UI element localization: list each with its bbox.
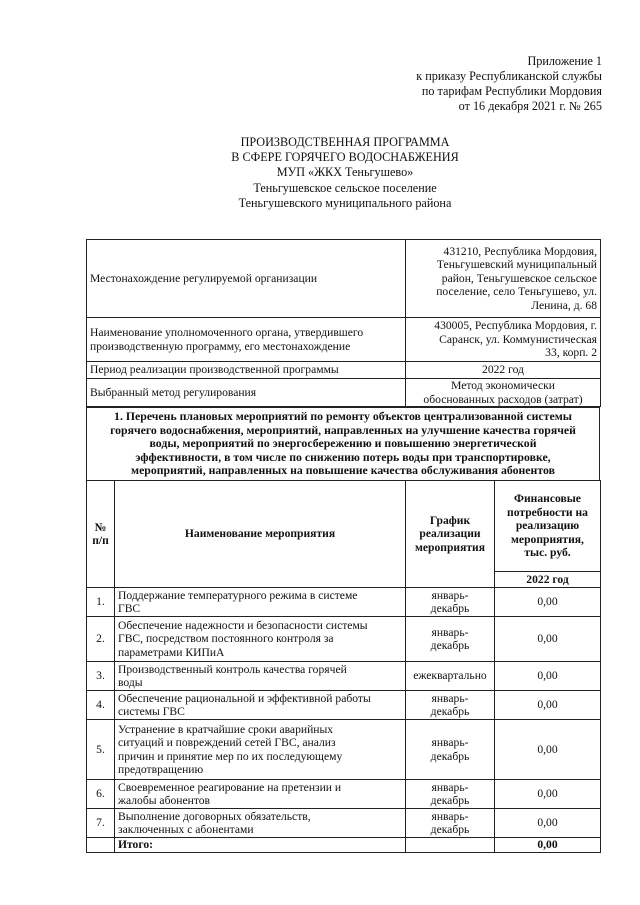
row-num: 5. xyxy=(87,720,115,780)
row-schedule: январь- декабрь xyxy=(406,809,495,838)
total-num-cell xyxy=(87,838,115,853)
row-schedule: январь- декабрь xyxy=(406,617,495,662)
table-row xyxy=(87,617,601,662)
row-num: 6. xyxy=(87,780,115,809)
appendix-header xyxy=(282,54,602,114)
appendix-line: Приложение 1 xyxy=(527,54,602,68)
header-year: 2022 год xyxy=(495,572,601,588)
row-name: Своевременное реагирование на претензии и жалобы абонентов xyxy=(115,780,406,809)
events-table xyxy=(86,480,601,853)
row-amount: 0,00 xyxy=(495,809,601,838)
row-name: Выполнение договорных обязательств, заключенных с абонентами xyxy=(115,809,406,838)
table-row xyxy=(87,662,601,691)
appendix-line: по тарифам Республики Мордовия xyxy=(421,84,602,98)
events-header-row xyxy=(87,481,601,572)
authority-label: Наименование уполномоченного органа, утвердившего производственную программу, его местонахождение xyxy=(87,318,406,362)
title-line: Теньгушевское сельское поселение xyxy=(253,180,437,195)
total-schedule-cell xyxy=(406,838,495,853)
row-name: Обеспечение надежности и безопасности системы ГВС, посредством постоянного контроля за параметрами КИПиА xyxy=(115,617,406,662)
row-name: Поддержание температурного режима в системе ГВС xyxy=(115,588,406,617)
title-line: МУП «ЖКХ Теньгушево» xyxy=(276,165,414,180)
appendix-line: к приказу Республиканской службы xyxy=(416,69,602,83)
row-num: 4. xyxy=(87,691,115,720)
row-num: 3. xyxy=(87,662,115,691)
authority-value: 430005, Республика Мордовия, г. Саранск, ул. Коммунистическая 33, корп. 2 xyxy=(406,318,601,362)
row-num: 2. xyxy=(87,617,115,662)
method-label: Выбранный метод регулирования xyxy=(87,379,406,407)
total-row xyxy=(87,838,601,853)
table-row xyxy=(87,691,601,720)
row-amount: 0,00 xyxy=(495,617,601,662)
header-name: Наименование мероприятия xyxy=(115,481,406,588)
row-num: 1. xyxy=(87,588,115,617)
row-amount: 0,00 xyxy=(495,780,601,809)
row-name: Обеспечение рациональной и эффективной работы системы ГВС xyxy=(115,691,406,720)
document-title xyxy=(0,135,640,211)
row-schedule: январь- декабрь xyxy=(406,780,495,809)
section-1-heading-table xyxy=(86,407,600,481)
header-finance: Финансовые потребности на реализацию мероприятия, тыс. руб. xyxy=(495,481,601,572)
row-num: 7. xyxy=(87,809,115,838)
info-row-location xyxy=(87,240,601,318)
location-value: 431210, Республика Мордовия, Теньгушевский муниципальный район, Теньгушевское сельское поселение, село Теньгушево, ул. Ленина, д. 68 xyxy=(406,240,601,318)
location-label: Местонахождение регулируемой организации xyxy=(87,240,406,318)
row-name: Устранение в кратчайшие сроки аварийных ситуаций и повреждений сетей ГВС, анализ причин и принятие мер по их последующему предотвращению xyxy=(115,720,406,780)
period-value: 2022 год xyxy=(406,362,601,379)
header-num: № п/п xyxy=(87,481,115,588)
title-line: В СФЕРЕ ГОРЯЧЕГО ВОДОСНАБЖЕНИЯ xyxy=(231,150,459,165)
info-row-method xyxy=(87,379,601,407)
period-label: Период реализации производственной программы xyxy=(87,362,406,379)
row-schedule: ежеквартально xyxy=(406,662,495,691)
row-amount: 0,00 xyxy=(495,691,601,720)
row-schedule: январь- декабрь xyxy=(406,720,495,780)
title-line: ПРОИЗВОДСТВЕННАЯ ПРОГРАММА xyxy=(240,135,450,149)
header-schedule: График реализации мероприятия xyxy=(406,481,495,588)
total-label: Итого: xyxy=(115,838,406,853)
row-schedule: январь- декабрь xyxy=(406,588,495,617)
row-amount: 0,00 xyxy=(495,662,601,691)
info-row-period xyxy=(87,362,601,379)
info-row-authority xyxy=(87,318,601,362)
appendix-line: от 16 декабря 2021 г. № 265 xyxy=(458,99,602,113)
section-1-heading: 1. Перечень плановых мероприятий по ремонту объектов централизованной системы горячего водоснабжения, мероприятий, направленных на улучшение качества горячей воды, мероприятий по энергосбережению и повышению энергетической эффективности, в том числе по снижению потерь воды при транспортировке, мероприятий, направленных на повышение качества обслуживания абонентов xyxy=(87,408,600,481)
row-name: Производственный контроль качества горячей воды xyxy=(115,662,406,691)
table-row xyxy=(87,588,601,617)
title-line: Теньгушевского муниципального района xyxy=(238,195,452,210)
row-amount: 0,00 xyxy=(495,588,601,617)
organization-info-table xyxy=(86,239,601,407)
table-row xyxy=(87,809,601,838)
total-amount: 0,00 xyxy=(495,838,601,853)
table-row xyxy=(87,720,601,780)
row-schedule: январь- декабрь xyxy=(406,691,495,720)
method-value: Метод экономически обоснованных расходов (затрат) xyxy=(406,379,601,407)
row-amount: 0,00 xyxy=(495,720,601,780)
table-row xyxy=(87,780,601,809)
